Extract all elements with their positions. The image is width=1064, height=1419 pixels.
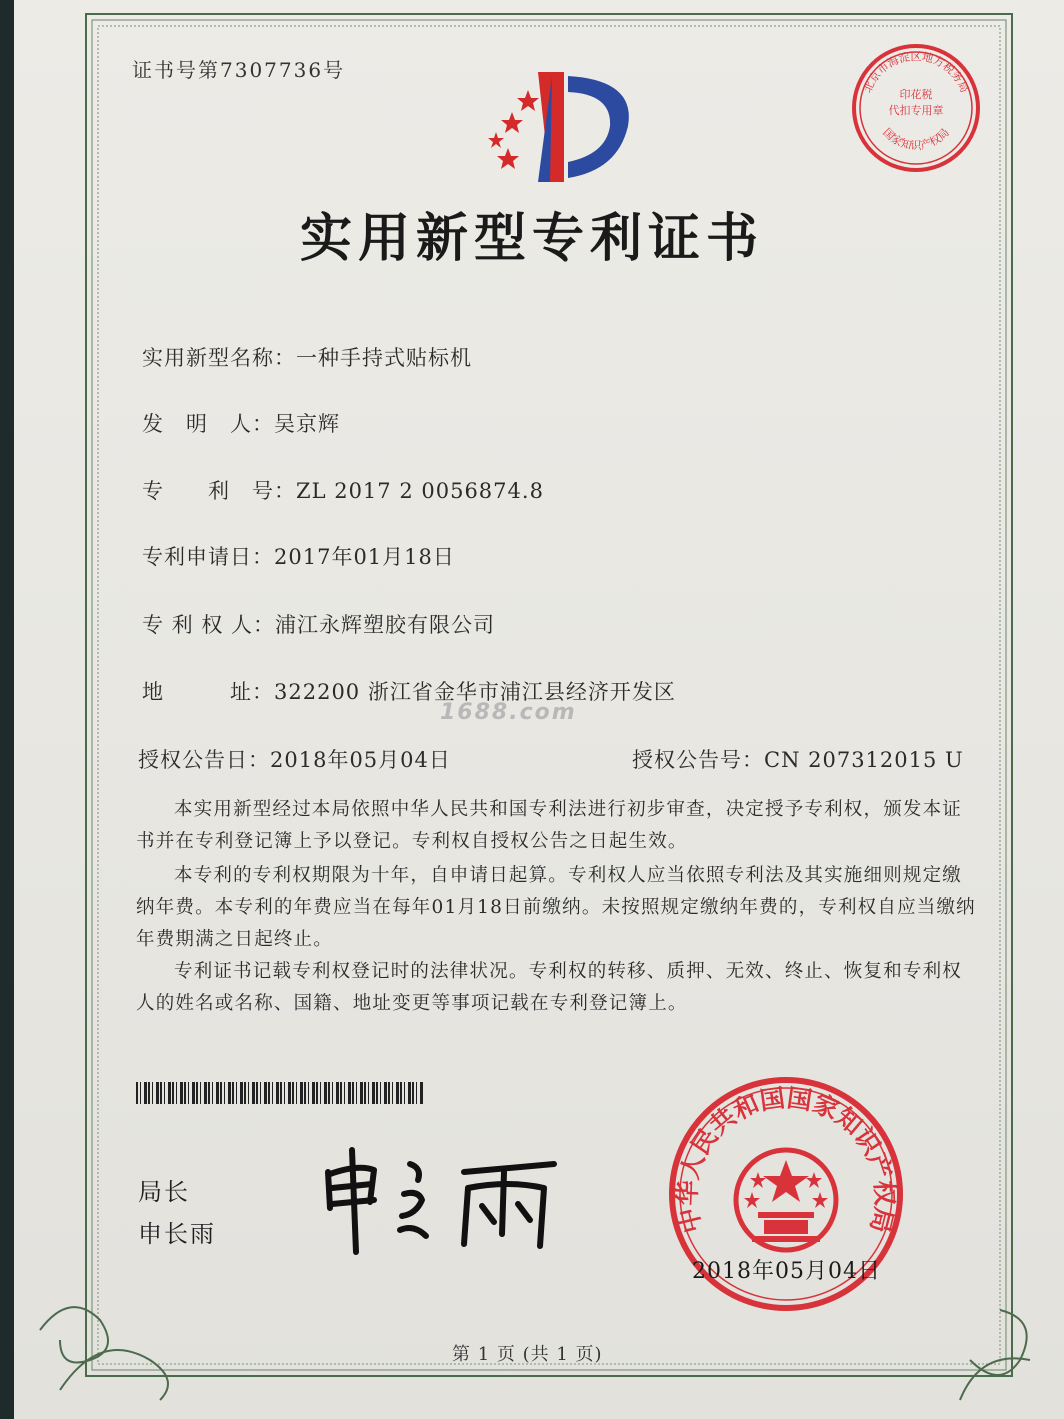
director-name: 申长雨	[138, 1220, 216, 1248]
field-label: 发 明 人：	[142, 412, 274, 436]
field-value: 2018年05月04日	[270, 748, 451, 772]
field-value: 吴京辉	[274, 412, 340, 436]
body-paragraph-3: 专利证书记载专利权登记时的法律状况。专利权的转移、质押、无效、终止、恢复和专利权人的姓名或名称、国籍、地址变更等事项记载在专利登记簿上。	[136, 961, 963, 1014]
field-grant-number	[632, 744, 964, 774]
tax-stamp-inner-1: 印花税	[899, 88, 933, 101]
field-address	[142, 676, 676, 706]
field-label: 专利申请日：	[142, 545, 274, 569]
field-value: 浦江永辉塑胶有限公司	[275, 613, 496, 637]
field-value: 322200 浙江省金华市浦江县经济开发区	[274, 680, 676, 704]
field-label: 专 利 号：	[142, 479, 296, 503]
cnipa-logo	[468, 66, 648, 190]
certificate-title: 实用新型专利证书	[300, 209, 765, 269]
field-label: 专 利 权 人：	[142, 613, 276, 637]
field-patent-number	[142, 475, 544, 505]
field-value: 一种手持式贴标机	[296, 346, 472, 370]
field-grant-date	[138, 744, 451, 774]
field-value: 2017年01月18日	[274, 545, 455, 569]
director-signature	[318, 1144, 568, 1256]
barcode	[136, 1082, 424, 1104]
tax-stamp	[848, 40, 984, 176]
seal-text: 中华人民共和国国家知识产权局	[672, 1083, 900, 1236]
field-value: ZL 2017 2 0056874.8	[296, 479, 544, 503]
field-application-date	[142, 541, 455, 571]
tax-stamp-inner-2: 代扣专用章	[888, 104, 944, 117]
certificate-number: 证书号第7307736号	[132, 58, 346, 82]
field-label: 地 址：	[142, 680, 274, 704]
watermark: 1688.com	[440, 700, 577, 725]
field-label: 授权公告日：	[138, 748, 270, 772]
director-title: 局长	[138, 1178, 190, 1206]
seal-date: 2018年05月04日	[692, 1259, 881, 1284]
tax-stamp-bottom-text: 国家知识产权局	[880, 125, 952, 153]
national-emblem	[736, 1150, 836, 1250]
field-value: CN 207312015 U	[764, 748, 964, 772]
field-inventor	[142, 408, 340, 438]
svg-text:国家知识产权局	[880, 126, 952, 152]
body-paragraph-1: 本实用新型经过本局依照中华人民共和国专利法进行初步审查，决定授予专利权，颁发本证书并在专利登记簿上予以登记。专利权自授权公告之日起生效。	[136, 799, 963, 852]
field-label: 实用新型名称：	[142, 346, 296, 370]
field-utility-model-name	[142, 342, 472, 372]
field-patentee	[142, 609, 495, 639]
tax-stamp-outer-text: 北京市海淀区地方税务局	[860, 50, 972, 95]
body-paragraph-2: 本专利的专利权期限为十年，自申请日起算。专利权人应当依照专利法及其实施细则规定缴纳年费。本专利的年费应当在每年01月18日前缴纳。未按照规定缴纳年费的，专利权自应当缴纳年费期满之日起终止。	[136, 865, 976, 950]
field-label: 授权公告号：	[632, 748, 764, 772]
page-footer: 第 1 页 (共 1 页)	[452, 1344, 603, 1365]
